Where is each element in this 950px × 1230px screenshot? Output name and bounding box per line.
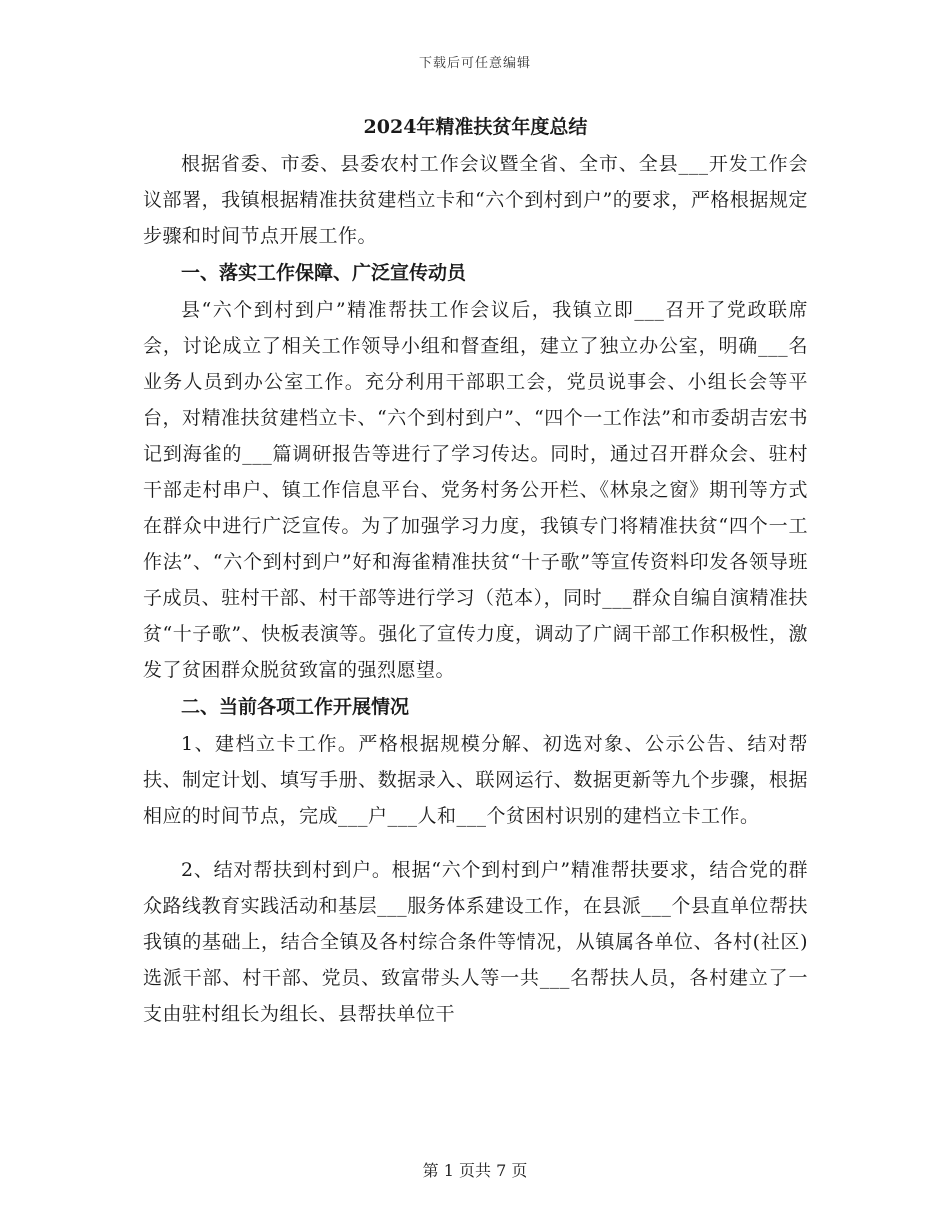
page-header-note: 下载后可任意编辑 [418, 56, 531, 71]
item-1-paragraph: 1、建档立卡工作。严格根据规模分解、初选对象、公示公告、结对帮扶、制定计划、填写手册、数据录入、联网运行、数据更新等九个步骤，根据相应的时间节点，完成___户___人和___个贫困村识别的建档立卡工作。 [143, 733, 808, 827]
intro-paragraph: 根据省委、市委、县委农村工作会议暨全省、全市、全县___开发工作会议部署，我镇根据精准扶贫建档立卡和“六个到村到户”的要求，严格根据规定步骤和时间节点开展工作。 [143, 153, 808, 247]
section-2-heading: 二、当前各项工作开展情况 [181, 696, 410, 718]
section-1-heading: 一、落实工作保障、广泛宣传动员 [181, 262, 467, 284]
section-1-paragraph: 县“六个到村到户”精准帮扶工作会议后，我镇立即___召开了党政联席会，讨论成立了相关工作领导小组和督查组，建立了独立办公室，明确___名业务人员到办公室工作。充分利用干部职工会，党员说事会、小组长会等平台，对精准扶贫建档立卡、“六个到村到户”、“四个一工作法”和市委胡吉宏书记到海雀的___篇调研报告等进行了学习传达。同时，通过召开群众会、驻村干部走村串户、镇工作信息平台、党务村务公开栏、《林泉之窗》期刊等方式在群众中进行广泛宣传。为了加强学习力度，我镇专门将精准扶贫“四个一工作法”、“六个到村到户”好和海雀精准扶贫“十子歌”等宣传资料印发各领导班子成员、驻村干部、村干部等进行学习（范本），同时___群众自编自演精准扶贫“十子歌”、快板表演等。强化了宣传力度，调动了广阔干部工作积极性，激发了贫困群众脱贫致富的强烈愿望。 [143, 299, 808, 681]
document-body [143, 108, 808, 1032]
item-2-paragraph: 2、结对帮扶到村到户。根据“六个到村到户”精准帮扶要求，结合党的群众路线教育实践活动和基层___服务体系建设工作，在县派___个县直单位帮扶我镇的基础上，结合全镇及各村综合条件等情况，从镇属各单位、各村(社区)选派干部、村干部、党员、致富带头人等一共___名帮扶人员，各村建立了一支由驻村组长为组长、县帮扶单位干 [143, 859, 808, 1025]
page-number-footer: 第 1 页共 7 页 [422, 1161, 528, 1180]
paragraph-spacer [143, 834, 808, 852]
document-title: 2024年精准扶贫年度总结 [363, 116, 588, 138]
